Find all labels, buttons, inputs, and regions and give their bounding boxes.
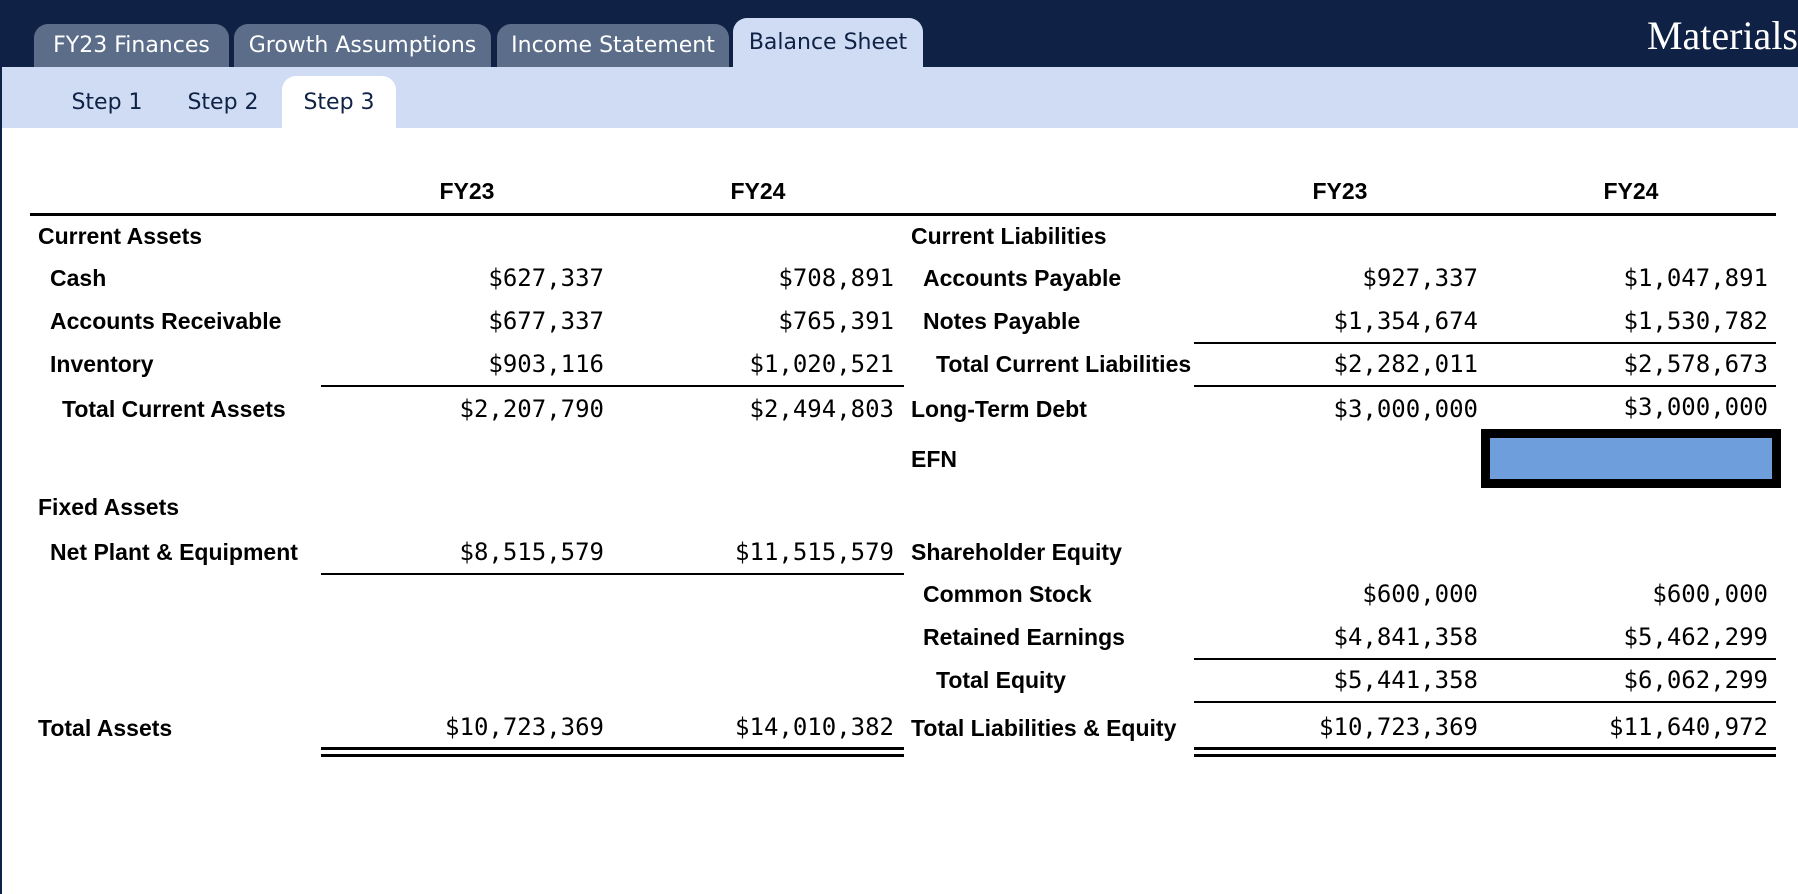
total-equity-fy23: $5,441,358 bbox=[1333, 666, 1478, 694]
fixed-assets-heading: Fixed Assets bbox=[38, 494, 180, 520]
ar-fy23: $677,337 bbox=[488, 307, 604, 335]
efn-label: EFN bbox=[911, 446, 957, 472]
np-label: Notes Payable bbox=[923, 308, 1081, 334]
total-current-assets-fy23: $2,207,790 bbox=[459, 395, 604, 423]
inventory-fy24: $1,020,521 bbox=[749, 350, 894, 378]
header-rule bbox=[30, 213, 1776, 216]
subtotal-rule bbox=[321, 573, 904, 575]
total-liabilities-equity-fy23: $10,723,369 bbox=[1319, 713, 1478, 741]
common-stock-label: Common Stock bbox=[923, 581, 1092, 607]
total-current-liabilities-fy24: $2,578,673 bbox=[1623, 350, 1768, 378]
total-current-assets-fy24: $2,494,803 bbox=[749, 395, 894, 423]
assets-fy23-header: FY23 bbox=[439, 178, 495, 204]
inventory-fy23: $903,116 bbox=[488, 350, 604, 378]
ltd-label: Long-Term Debt bbox=[911, 396, 1087, 422]
ap-fy23: $927,337 bbox=[1362, 264, 1478, 292]
net-plant-fy24: $11,515,579 bbox=[735, 538, 894, 566]
total-double-rule bbox=[321, 747, 904, 757]
ar-label: Accounts Receivable bbox=[50, 308, 282, 334]
current-liabilities-heading: Current Liabilities bbox=[911, 223, 1107, 249]
total-double-rule bbox=[1194, 747, 1776, 757]
subtotal-rule bbox=[1194, 658, 1776, 660]
materials-link[interactable]: Materials bbox=[1646, 13, 1798, 58]
ltd-fy23: $3,000,000 bbox=[1333, 395, 1478, 423]
sub-tab-bar bbox=[2, 67, 1798, 128]
subtotal-rule bbox=[1194, 342, 1776, 344]
total-assets-label: Total Assets bbox=[38, 715, 173, 741]
subtotal-rule bbox=[321, 385, 904, 387]
total-assets-fy23: $10,723,369 bbox=[445, 713, 604, 741]
net-plant-fy23: $8,515,579 bbox=[459, 538, 604, 566]
subtotal-rule bbox=[1194, 385, 1776, 387]
inventory-label: Inventory bbox=[50, 351, 154, 377]
shareholder-equity-heading: Shareholder Equity bbox=[911, 539, 1122, 565]
cash-label: Cash bbox=[50, 265, 107, 291]
common-stock-fy24: $600,000 bbox=[1652, 580, 1768, 608]
cash-fy23: $627,337 bbox=[488, 264, 604, 292]
tab-fy23-finances[interactable]: FY23 Finances bbox=[34, 24, 229, 67]
common-stock-fy23: $600,000 bbox=[1362, 580, 1478, 608]
retained-earnings-fy24: $5,462,299 bbox=[1623, 623, 1768, 651]
efn-input[interactable] bbox=[1481, 429, 1781, 488]
liabilities-fy24-header: FY24 bbox=[1603, 178, 1659, 204]
np-fy23: $1,354,674 bbox=[1333, 307, 1478, 335]
total-current-assets-label: Total Current Assets bbox=[62, 396, 286, 422]
total-current-liabilities-label: Total Current Liabilities bbox=[936, 351, 1192, 377]
subtab-step-1[interactable]: Step 1 bbox=[71, 90, 143, 115]
retained-earnings-label: Retained Earnings bbox=[923, 624, 1125, 650]
ap-fy24: $1,047,891 bbox=[1623, 264, 1768, 292]
ltd-fy24: $3,000,000 bbox=[1623, 393, 1768, 421]
total-equity-fy24: $6,062,299 bbox=[1623, 666, 1768, 694]
total-equity-label: Total Equity bbox=[936, 667, 1066, 693]
np-fy24: $1,530,782 bbox=[1623, 307, 1768, 335]
total-liabilities-equity-label: Total Liabilities & Equity bbox=[911, 715, 1177, 741]
total-liabilities-equity-fy24: $11,640,972 bbox=[1609, 713, 1768, 741]
net-plant-label: Net Plant & Equipment bbox=[50, 539, 298, 565]
tab-balance-sheet[interactable]: Balance Sheet bbox=[733, 18, 923, 67]
subtotal-rule bbox=[1194, 701, 1776, 703]
balance-sheet bbox=[0, 128, 1798, 894]
total-assets-fy24: $14,010,382 bbox=[735, 713, 894, 741]
current-assets-heading: Current Assets bbox=[38, 223, 203, 249]
ar-fy24: $765,391 bbox=[778, 307, 894, 335]
subtab-step-3[interactable]: Step 3 bbox=[282, 76, 396, 128]
ap-label: Accounts Payable bbox=[923, 265, 1122, 291]
cash-fy24: $708,891 bbox=[778, 264, 894, 292]
assets-fy24-header: FY24 bbox=[730, 178, 786, 204]
retained-earnings-fy23: $4,841,358 bbox=[1333, 623, 1478, 651]
tab-growth-assumptions[interactable]: Growth Assumptions bbox=[234, 24, 491, 67]
liabilities-fy23-header: FY23 bbox=[1312, 178, 1368, 204]
top-tab-bar bbox=[0, 0, 1798, 67]
tab-income-statement[interactable]: Income Statement bbox=[497, 24, 729, 67]
total-current-liabilities-fy23: $2,282,011 bbox=[1333, 350, 1478, 378]
subtab-step-2[interactable]: Step 2 bbox=[187, 90, 259, 115]
